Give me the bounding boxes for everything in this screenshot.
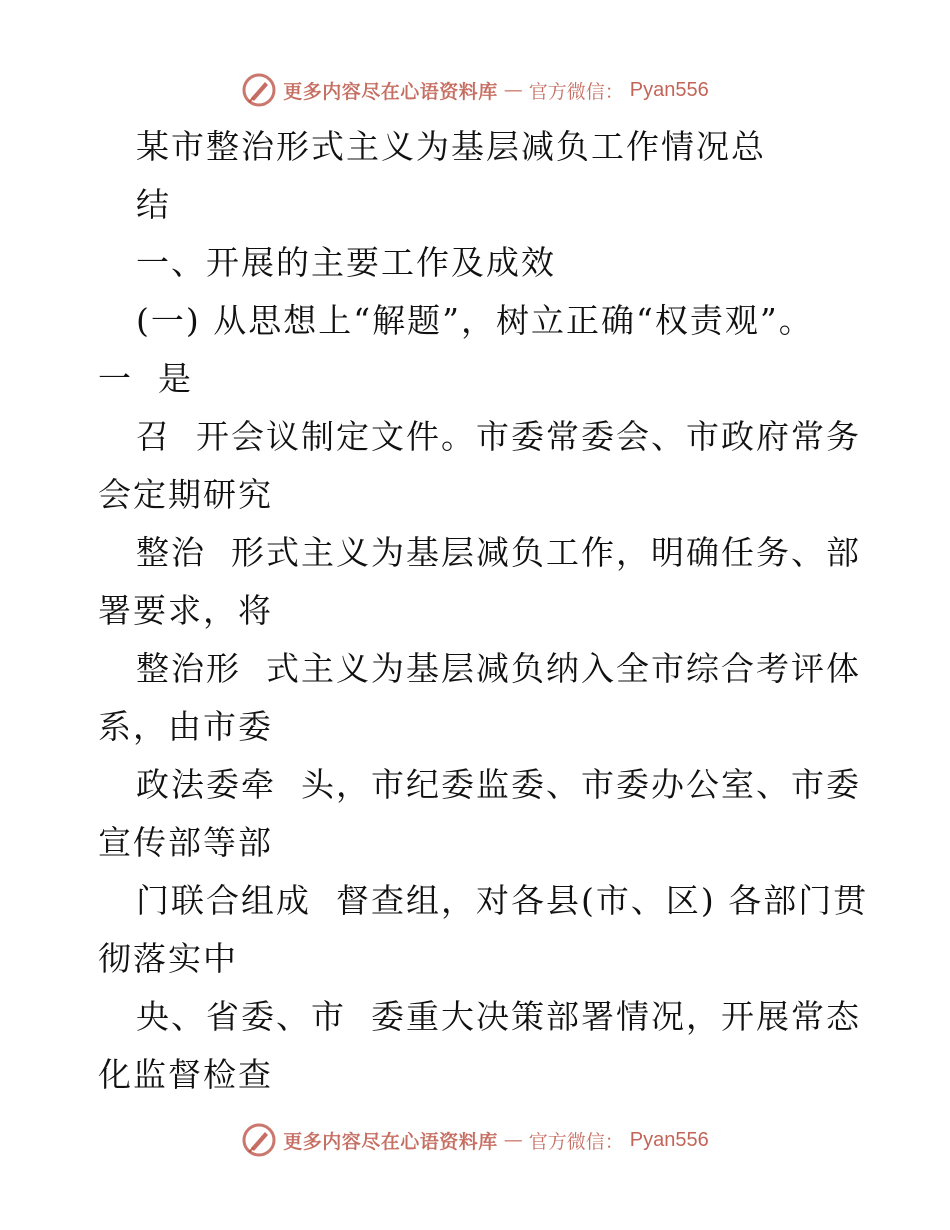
paragraph-line: 化监督检查 — [98, 1055, 273, 1094]
paragraph-line: 一 是 — [98, 359, 193, 398]
subsection-heading: (一) 从思想上“解题”，树立正确“权责观”。 — [136, 301, 814, 340]
paragraph-line: 政法委牵 头，市纪委监委、市委办公室、市委 — [136, 765, 861, 804]
paragraph-line: 署要求，将 — [98, 591, 273, 630]
document-title: 某市整治形式主义为基层减负工作情况总 — [136, 127, 766, 166]
paragraph-line: 央、省委、市 委重大决策部署情况，开展常态 — [136, 997, 861, 1036]
paragraph-line: 会定期研究 — [98, 475, 273, 514]
banner-dash: — — [503, 1129, 523, 1151]
quill-pen-logo-icon — [241, 72, 277, 108]
quill-pen-logo-icon — [241, 1122, 277, 1158]
banner-wechat-label: 官方微信： — [528, 1130, 624, 1153]
footer-watermark-banner — [0, 1118, 950, 1162]
header-watermark-banner — [0, 68, 950, 112]
paragraph-line: 召 开会议制定文件。市委常委会、市政府常务 — [136, 417, 861, 456]
paragraph-line: 整治形 式主义为基层减负纳入全市综合考评体 — [136, 649, 861, 688]
paragraph-line: 宣传部等部 — [98, 823, 273, 862]
banner-slogan: 更多内容尽在心语资料库 — [283, 80, 498, 103]
paragraph-line: 门联合组成 督查组，对各县(市、区) 各部门贯 — [136, 881, 869, 920]
banner-wechat-id: Pyan556 — [629, 78, 709, 101]
document-title-continued: 结 — [136, 185, 171, 224]
paragraph-line: 系，由市委 — [98, 707, 273, 746]
banner-wechat-id: Pyan556 — [629, 1128, 709, 1151]
document-body — [98, 118, 869, 1104]
paragraph-line: 整治 形式主义为基层减负工作，明确任务、部 — [136, 533, 861, 572]
banner-slogan: 更多内容尽在心语资料库 — [283, 1130, 498, 1153]
banner-wechat-label: 官方微信： — [528, 80, 624, 103]
section-heading: 一、开展的主要工作及成效 — [136, 243, 556, 282]
paragraph-line: 彻落实中 — [98, 939, 238, 978]
banner-dash: — — [503, 79, 523, 101]
